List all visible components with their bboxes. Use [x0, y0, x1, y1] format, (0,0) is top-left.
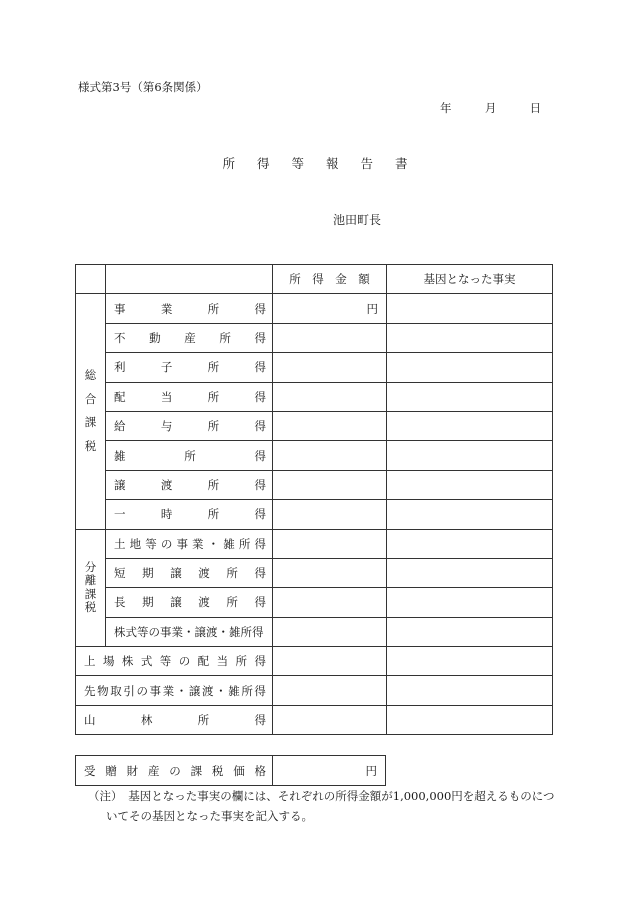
- bunri-row-1-char-5: 得: [254, 566, 266, 581]
- sogo-row-2-char-2: 所: [207, 360, 220, 375]
- bunri-row-0-char-5: 業: [192, 536, 204, 551]
- sogo-row-5-char-2: 得: [254, 448, 266, 463]
- other-row-2-char-1: 林: [140, 713, 153, 728]
- bunri-row-0-char-1: 地: [129, 536, 142, 551]
- form-number: 様式第3号（第6条関係）: [78, 80, 208, 94]
- bunri-row-2-char-2: 譲: [170, 595, 182, 610]
- other-row-0-label-cell: [76, 647, 273, 676]
- bunri-row-3-label: [106, 624, 272, 640]
- sogo-row-2-char-0: 利: [114, 360, 126, 375]
- bunri-kazei-label-char-1: 離: [84, 573, 97, 588]
- other-row-0-char-3: 式: [140, 654, 153, 669]
- other-row-1-char-5: 事: [149, 683, 162, 698]
- other-row-0: [76, 647, 553, 676]
- sogo-row-0-char-0: 事: [114, 301, 126, 316]
- bunri-row-1-amount-cell[interactable]: [273, 558, 387, 587]
- other-row-1-amount-cell[interactable]: [273, 676, 387, 705]
- sogo-row-1-label-cell: [106, 323, 273, 352]
- sogo-row-0-label: [106, 301, 272, 317]
- bunri-row-1: [76, 558, 553, 587]
- sogo-kazei-label: [76, 294, 106, 529]
- sogo-row-0-char-1: 業: [160, 301, 173, 316]
- other-row-0-char-4: 等: [159, 654, 172, 669]
- sogo-row-3-char-0: 配: [114, 389, 126, 404]
- sogo-row-2: [76, 353, 553, 382]
- sogo-row-3: [76, 382, 553, 411]
- bunri-row-3-char-0: 株式等の事業・譲渡・雑所得: [114, 624, 264, 639]
- bunri-row-2-amount-cell[interactable]: [273, 588, 387, 617]
- sogo-row-4-label: [106, 418, 272, 434]
- sogo-row-4-char-3: 得: [254, 419, 266, 434]
- sogo-row-2-label-cell: [106, 353, 273, 382]
- other-row-0-char-2: 株: [121, 654, 134, 669]
- sogo-row-7-char-1: 時: [160, 507, 173, 522]
- bunri-row-1-char-4: 所: [226, 566, 238, 581]
- sogo-row-6-cause-cell[interactable]: [387, 470, 553, 499]
- income-table: [75, 264, 553, 735]
- gift-row: [76, 756, 386, 786]
- gift-label-cell: [76, 756, 273, 786]
- sogo-row-6-label: [106, 477, 272, 493]
- sogo-row-7: [76, 500, 553, 529]
- bunri-row-0: [76, 529, 553, 558]
- other-row-1-char-10: ・: [215, 683, 227, 698]
- bunri-row-2-char-4: 所: [226, 595, 238, 610]
- gift-label-char-0: 受: [84, 763, 96, 778]
- sogo-row-2-amount-cell[interactable]: [273, 353, 387, 382]
- document-title: [0, 154, 630, 172]
- bunri-row-2-label: [106, 594, 272, 610]
- gift-amount-cell[interactable]: 円: [273, 756, 386, 786]
- other-row-1: [76, 676, 553, 705]
- month-label: 月: [484, 101, 497, 115]
- bunri-row-0-amount-cell[interactable]: [273, 529, 387, 558]
- sogo-row-1-cause-cell[interactable]: [387, 323, 553, 352]
- bunri-row-2-char-0: 長: [114, 595, 126, 610]
- sogo-row-4-char-0: 給: [114, 419, 126, 434]
- gift-label-char-2: 財: [126, 763, 139, 778]
- sogo-row-7-cause-cell[interactable]: [387, 500, 553, 529]
- header-amount: 所 得 金 額: [273, 265, 387, 294]
- gift-label-char-5: 課: [190, 763, 203, 778]
- bunri-kazei-label: [76, 529, 106, 647]
- sogo-row-7-label-cell: [106, 500, 273, 529]
- other-row-0-char-7: 当: [216, 654, 229, 669]
- sogo-row-1-char-0: 不: [114, 330, 126, 345]
- footnote-line-2: いてその基因となった事実を記入する。: [106, 809, 313, 823]
- other-row-2-label-cell: [76, 705, 273, 734]
- title-char-2: 等: [291, 156, 304, 171]
- bunri-row-2-char-5: 得: [254, 595, 266, 610]
- sogo-row-0-char-3: 得: [254, 301, 266, 316]
- sogo-row-7-amount-cell[interactable]: [273, 500, 387, 529]
- other-row-2-char-3: 得: [254, 713, 266, 728]
- other-row-1-char-2: 取: [110, 683, 122, 698]
- title-char-3: 報: [326, 156, 339, 171]
- gift-label-char-4: の: [169, 763, 181, 778]
- other-row-2-char-2: 所: [197, 713, 210, 728]
- bunri-row-1-char-3: 渡: [198, 566, 210, 581]
- bunri-row-2-label-cell: [106, 588, 273, 617]
- bunri-row-0-char-7: 雑: [223, 536, 235, 551]
- sogo-row-1-char-4: 得: [254, 330, 266, 345]
- sogo-row-7-char-3: 得: [254, 507, 266, 522]
- sogo-row-5-amount-cell[interactable]: [273, 441, 387, 470]
- bunri-row-0-cause-cell[interactable]: [387, 529, 553, 558]
- sogo-row-0: [76, 294, 553, 323]
- bunri-row-2-cause-cell[interactable]: [387, 588, 553, 617]
- bunri-row-3: [76, 617, 553, 646]
- bunri-row-2: [76, 588, 553, 617]
- sogo-row-5-cause-cell[interactable]: [387, 441, 553, 470]
- bunri-row-1-char-0: 短: [114, 566, 126, 581]
- other-row-0-char-8: 所: [235, 654, 247, 669]
- sogo-row-4: [76, 411, 553, 440]
- bunri-row-1-label: [106, 565, 272, 581]
- sogo-row-2-label: [106, 359, 272, 375]
- sogo-row-6-label-cell: [106, 470, 273, 499]
- sogo-kazei-label-char-0: 総: [84, 368, 97, 383]
- sogo-row-6-char-2: 所: [207, 477, 220, 492]
- year-label: 年: [440, 101, 452, 115]
- sogo-row-1: [76, 323, 553, 352]
- sogo-row-1-char-2: 産: [184, 330, 196, 345]
- other-row-1-char-0: 先: [84, 683, 96, 698]
- other-row-2-cause-cell[interactable]: [387, 705, 553, 734]
- bunri-kazei-label-char-3: 税: [84, 600, 97, 615]
- other-row-1-char-13: 得: [254, 683, 266, 698]
- sogo-row-3-char-2: 所: [207, 389, 220, 404]
- sogo-row-0-cause-cell[interactable]: [387, 294, 553, 323]
- sogo-row-4-amount-cell[interactable]: [273, 411, 387, 440]
- sogo-row-3-cause-cell[interactable]: [387, 382, 553, 411]
- gift-label-char-3: 産: [147, 763, 160, 778]
- sogo-row-7-char-2: 所: [207, 507, 220, 522]
- sogo-row-3-amount-cell[interactable]: [273, 382, 387, 411]
- other-row-1-cause-cell[interactable]: [387, 676, 553, 705]
- bunri-row-1-char-2: 譲: [170, 566, 182, 581]
- other-row-0-cause-cell[interactable]: [387, 647, 553, 676]
- gift-label-char-7: 価: [233, 763, 245, 778]
- other-row-1-char-8: 譲: [188, 683, 201, 698]
- addressee: 池田町長: [333, 213, 382, 227]
- sogo-row-1-char-3: 所: [219, 330, 231, 345]
- other-row-1-char-3: 引: [123, 683, 135, 698]
- header-category-cell: [106, 265, 273, 294]
- bunri-row-0-char-2: 等: [145, 536, 157, 551]
- sogo-row-6-amount-cell[interactable]: [273, 470, 387, 499]
- sogo-row-5: [76, 441, 553, 470]
- bunri-row-0-char-3: の: [160, 536, 173, 551]
- other-row-0-amount-cell[interactable]: [273, 647, 387, 676]
- sogo-row-2-char-3: 得: [254, 360, 266, 375]
- title-char-1: 得: [256, 156, 270, 171]
- sogo-row-3-char-3: 得: [254, 389, 266, 404]
- bunri-row-3-cause-cell[interactable]: [387, 617, 553, 646]
- header-blank-cell: [76, 265, 106, 294]
- sogo-row-2-cause-cell[interactable]: [387, 353, 553, 382]
- sogo-kazei-label-char-1: 合: [84, 391, 97, 406]
- title-char-0: 所: [222, 156, 235, 171]
- sogo-row-1-amount-cell[interactable]: [273, 323, 387, 352]
- bunri-row-0-char-4: 事: [176, 536, 188, 551]
- sogo-row-1-label: [106, 330, 272, 346]
- date-line: [440, 100, 541, 116]
- other-row-1-label: [76, 683, 272, 699]
- gift-label-char-1: 贈: [105, 763, 117, 778]
- sogo-row-1-char-1: 動: [149, 330, 161, 345]
- bunri-row-3-label-cell: [106, 617, 273, 646]
- sogo-row-3-label: [106, 389, 272, 405]
- bunri-row-3-amount-cell[interactable]: [273, 617, 387, 646]
- gift-label-char-8: 格: [254, 763, 266, 778]
- sogo-row-5-char-0: 雑: [114, 448, 126, 463]
- other-row-0-char-6: 配: [197, 654, 210, 669]
- footnote: [88, 786, 558, 826]
- bunri-row-0-char-6: ・: [207, 536, 220, 551]
- gift-label: [76, 763, 272, 779]
- other-row-2-char-0: 山: [84, 713, 96, 728]
- sogo-row-6-char-3: 得: [254, 477, 266, 492]
- bunri-row-1-cause-cell[interactable]: [387, 558, 553, 587]
- day-label: 日: [529, 101, 542, 115]
- gift-label-char-6: 税: [211, 763, 224, 778]
- bunri-row-0-char-9: 得: [254, 536, 266, 551]
- bunri-row-0-label: [106, 536, 272, 552]
- other-row-0-char-0: 上: [84, 654, 96, 669]
- header-row: [76, 265, 553, 294]
- other-row-1-char-1: 物: [97, 683, 109, 698]
- other-row-2: [76, 705, 553, 734]
- sogo-row-0-amount-cell[interactable]: 円: [273, 294, 387, 323]
- bunri-row-0-char-8: 所: [238, 536, 251, 551]
- other-row-1-char-11: 雑: [228, 683, 240, 698]
- other-row-0-char-5: の: [178, 654, 191, 669]
- sogo-row-3-char-1: 当: [160, 389, 173, 404]
- bunri-row-2-char-3: 渡: [198, 595, 210, 610]
- sogo-row-0-char-2: 所: [207, 301, 220, 316]
- sogo-row-7-label: [106, 506, 272, 522]
- sogo-row-4-char-1: 与: [160, 419, 173, 434]
- bunri-row-1-label-cell: [106, 558, 273, 587]
- sogo-row-6: [76, 470, 553, 499]
- other-row-1-char-6: 業: [162, 683, 175, 698]
- sogo-row-5-char-1: 所: [184, 448, 196, 463]
- sogo-row-4-cause-cell[interactable]: [387, 411, 553, 440]
- other-row-2-amount-cell[interactable]: [273, 705, 387, 734]
- other-row-1-char-9: 渡: [201, 683, 214, 698]
- footnote-line-1: （注） 基因となった事実の欄には、それぞれの所得金額が1,000,000円を超えるものにつ: [88, 789, 555, 803]
- other-row-2-label: [76, 712, 272, 728]
- other-row-0-char-1: 場: [102, 654, 115, 669]
- other-row-1-label-cell: [76, 676, 273, 705]
- sogo-row-4-label-cell: [106, 411, 273, 440]
- sogo-kazei-label-char-3: 税: [84, 438, 97, 453]
- sogo-row-5-label: [106, 448, 272, 464]
- other-row-1-char-12: 所: [241, 683, 253, 698]
- bunri-row-0-char-0: 土: [114, 536, 126, 551]
- sogo-row-0-label-cell: [106, 294, 273, 323]
- sogo-row-2-char-1: 子: [160, 360, 173, 375]
- bunri-row-0-label-cell: [106, 529, 273, 558]
- sogo-row-3-label-cell: [106, 382, 273, 411]
- sogo-row-6-char-0: 譲: [114, 477, 126, 492]
- other-row-1-char-4: の: [136, 683, 148, 698]
- bunri-kazei-label-char-2: 課: [84, 586, 97, 601]
- bunri-row-2-char-1: 期: [142, 595, 154, 610]
- bunri-kazei-label-char-0: 分: [84, 559, 97, 574]
- sogo-kazei-label-char-2: 課: [84, 415, 97, 430]
- other-row-1-char-7: ・: [175, 683, 188, 698]
- sogo-row-4-char-2: 所: [207, 419, 220, 434]
- other-row-0-char-9: 得: [254, 654, 266, 669]
- sogo-row-6-char-1: 渡: [160, 477, 173, 492]
- title-char-5: 書: [395, 156, 408, 171]
- other-row-0-label: [76, 653, 272, 669]
- sogo-row-7-char-0: 一: [114, 507, 126, 522]
- gift-table: [75, 755, 386, 786]
- header-cause: 基因となった事実: [387, 265, 553, 294]
- bunri-row-1-char-1: 期: [142, 566, 154, 581]
- sogo-row-5-label-cell: [106, 441, 273, 470]
- title-char-4: 告: [360, 156, 374, 171]
